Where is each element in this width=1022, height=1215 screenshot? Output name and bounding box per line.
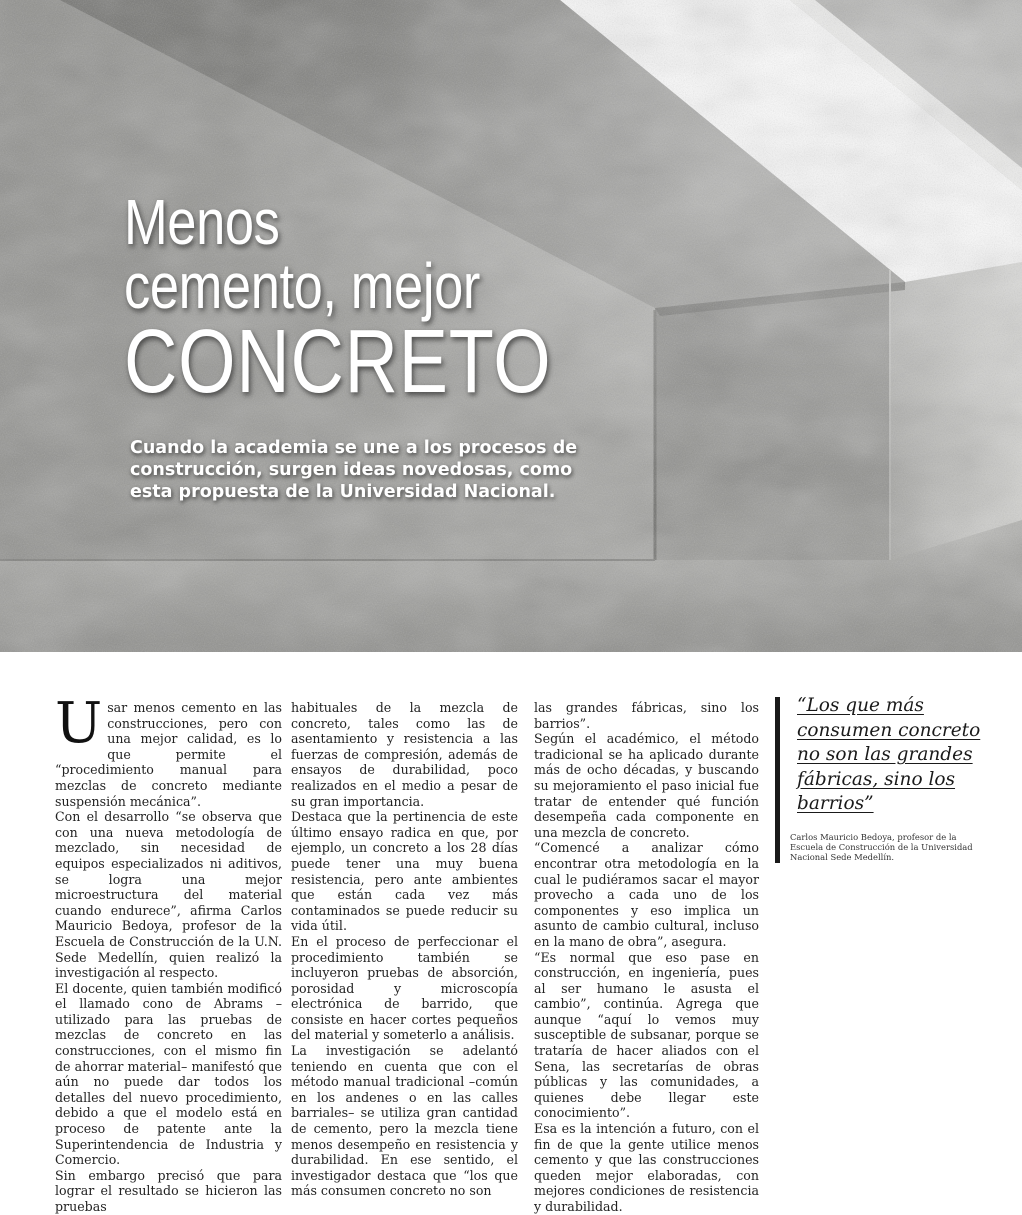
drop-cap: U (55, 691, 103, 756)
paragraph: Destaca que la pertinencia de este último ensayo radica en que, por ejemplo, un concreto a los 28 días puede tener una muy buena resistencia, pero ante ambientes que están cada vez más contaminados se puede reducir su vida útil. (291, 809, 518, 934)
title-line-1: Menos (124, 186, 280, 258)
body-column-1 (55, 691, 282, 1215)
paragraph: Esa es la intención a futuro, con el fin de que la gente utilice menos cemento y que las construcciones queden mejor elaboradas, con mejores condiciones de resistencia y durabilidad. (534, 1121, 759, 1214)
paragraph: Según el académico, el método tradicional se ha aplicado durante más de ocho décadas, y buscando su mejoramiento el paso inicial fue tratar de entender qué función desempeña cada componente en una mezcla de concreto. (534, 731, 759, 840)
paragraph-text: sar menos cemento en las construcciones, pero con una mejor calidad, es lo que permite el “procedimiento manual para mezclas de concreto mediante suspensión mecánica”. (55, 700, 282, 809)
body-column-2 (291, 700, 518, 1199)
pull-quote: “Los que más consumen concreto no son las grandes fábricas, sino los barrios” (797, 695, 981, 814)
paragraph: las grandes fábricas, sino los barrios”. (534, 700, 759, 731)
paragraph: Con el desarrollo “se observa que con una nueva metodología de mezclado, sin necesidad de equipos especializados ni aditivos, se logra una mejor microestructura del material cuando endurece”, afirma Carlos Mauricio Bedoya, profesor de la Escuela de Construcción de la U.N. Sede Medellín, quien realizó la investigación al respecto. (55, 809, 282, 981)
paragraph: La investigación se adelantó teniendo en cuenta que con el método manual tradicional –común en los andenes o en las calles barriales– se utiliza gran cantidad de cemento, pero la mezcla tiene menos desempeño en resistencia y durabilidad. En ese sentido, el investigador destaca que “los que más consumen concreto no son (291, 1043, 518, 1199)
article-title (124, 186, 552, 412)
paragraph: En el proceso de perfeccionar el procedimiento también se incluyeron pruebas de absorción, porosidad y microscopía electrónica de barrido, que consiste en hacer cortes pequeños del material y someterlo a análisis. (291, 933, 518, 1043)
body-column-3 (534, 700, 759, 1215)
paragraph: El docente, quien también modificó el llamado cono de Abrams –utilizado para las pruebas de mezclas de concreto en las construcciones, con el mismo fin de ahorrar material– manifestó que aún no puede dar todos los detalles del nuevo procedimiento, debido a que el modelo está en proceso de patente ante la Superintendencia de Industria y Comercio. (55, 980, 282, 1168)
paragraph: Sin embargo precisó que para lograr el resultado se hicieron las pruebas (55, 1167, 282, 1214)
paragraph: “Es normal que eso pase en construcción, en ingeniería, pues al ser humano le asusta el cambio”, continúa. Agrega que aunque “aquí lo vemos muy susceptible de subsanar, porque se trataría de hacer aliados con el Sena, las secretarías de obras públicas y las comunidades, a quienes debe llegar este conocimiento”. (534, 949, 759, 1121)
paragraph: “Comencé a analizar cómo encontrar otra metodología en la cual le pudiéramos sacar el mayor provecho a cada uno de los componentes y eso implica un asunto de cambio cultural, incluso en la mano de obra”, asegura. (534, 840, 759, 949)
paragraph (55, 691, 282, 809)
title-line-2: cemento, mejor (124, 250, 480, 322)
paragraph: habituales de la mezcla de concreto, tales como las de asentamiento y resistencia a las fuerzas de compresión, además de ensayos de durabilidad, poco realizados en el medio a pesar de su gran importancia. (291, 700, 518, 809)
pull-quote-credit: Carlos Mauricio Bedoya, profesor de la Escuela de Construcción de la Universidad Nacional Sede Medellín. (790, 832, 973, 862)
pull-quote-rule (775, 697, 780, 863)
article-subtitle: Cuando la academia se une a los procesos de construcción, surgen ideas novedosas, como esta propuesta de la Universidad Nacional. (130, 438, 578, 502)
title-line-3: CONCRETO (124, 312, 552, 412)
